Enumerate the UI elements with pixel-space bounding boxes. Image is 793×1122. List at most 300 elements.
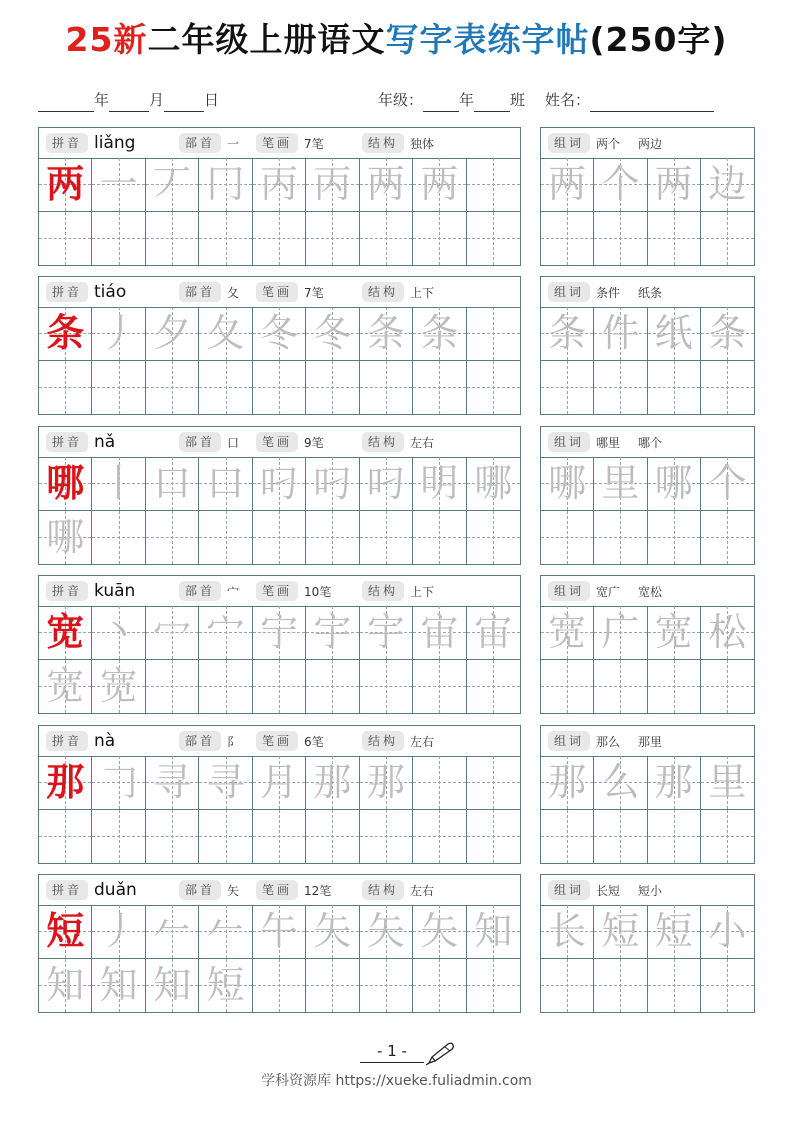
stroke-order-step: 冬	[313, 311, 352, 356]
tian-grid-cell[interactable]	[648, 361, 701, 415]
tian-grid-cell[interactable]	[541, 606, 594, 660]
model-character: 宽	[46, 609, 85, 655]
tian-grid-cell[interactable]	[39, 756, 92, 810]
char-practice-panel	[38, 874, 521, 1013]
stroke-order-step: 宽	[46, 664, 85, 709]
tian-grid-cell[interactable]	[413, 307, 466, 361]
tian-grid-cell[interactable]	[92, 810, 145, 864]
stroke-order-step: 矢	[420, 909, 459, 954]
tian-grid-cell[interactable]	[467, 158, 520, 212]
word-trace-character: 个	[708, 461, 747, 506]
tian-grid-cell[interactable]	[39, 959, 92, 1013]
tian-grid-cell[interactable]	[92, 307, 145, 361]
strokes-value: 7笔	[304, 136, 324, 151]
source-text: 学科资源库 https://xueke.fuliadmin.com	[261, 1073, 532, 1089]
tian-grid-cell[interactable]	[648, 457, 701, 511]
word-trace-character: 两	[548, 162, 587, 207]
structure-value: 独体	[410, 136, 435, 151]
structure-value: 左右	[410, 734, 435, 749]
word-trace-character: 宽	[654, 610, 693, 655]
tian-grid-cell[interactable]	[360, 361, 413, 415]
tian-grid-cell[interactable]	[701, 959, 754, 1013]
tian-grid-cell[interactable]	[199, 756, 252, 810]
stroke-order-step: 宇	[366, 610, 405, 655]
tian-grid-cell[interactable]	[146, 660, 199, 714]
tian-grid-cell[interactable]	[39, 212, 92, 266]
tian-grid-cell[interactable]	[360, 606, 413, 660]
month-blank[interactable]	[109, 93, 149, 112]
word-2: 那里	[638, 734, 663, 749]
tian-grid-cell[interactable]	[253, 660, 306, 714]
pinyin-value: liǎng	[94, 133, 136, 153]
tian-grid-cell[interactable]	[199, 457, 252, 511]
char-practice-panel	[38, 276, 521, 415]
tian-grid-cell[interactable]	[360, 905, 413, 959]
tian-grid-cell[interactable]	[306, 511, 359, 565]
tian-grid-cell[interactable]	[413, 457, 466, 511]
char-practice-panel	[38, 725, 521, 864]
tian-grid-cell[interactable]	[541, 307, 594, 361]
tian-grid-cell[interactable]	[413, 212, 466, 266]
tian-grid-cell[interactable]	[253, 158, 306, 212]
tian-grid-cell[interactable]	[360, 511, 413, 565]
radical-value: 矢	[227, 883, 240, 898]
tian-grid-cell[interactable]	[541, 660, 594, 714]
word-trace-character: 两	[654, 162, 693, 207]
tian-grid-cell[interactable]	[413, 810, 466, 864]
word-writing-grid	[541, 756, 754, 863]
radical-value: 夂	[227, 285, 240, 300]
page-title	[0, 18, 793, 62]
tian-grid-cell[interactable]	[146, 212, 199, 266]
tian-grid-cell[interactable]	[594, 457, 647, 511]
tian-grid-cell[interactable]	[306, 457, 359, 511]
words-tag: 组词	[548, 731, 590, 751]
radical-tag: 部首	[179, 282, 221, 302]
structure-value: 上下	[410, 285, 435, 300]
month-label: 月	[149, 91, 165, 109]
word-trace-character: 那	[654, 760, 693, 805]
tian-grid-cell[interactable]	[39, 361, 92, 415]
tian-grid-cell[interactable]	[594, 660, 647, 714]
tian-grid-cell[interactable]	[306, 756, 359, 810]
writing-grid	[39, 457, 520, 564]
tian-grid-cell[interactable]	[253, 959, 306, 1013]
tian-grid-cell[interactable]	[594, 959, 647, 1013]
char-info-header	[39, 576, 520, 607]
tian-grid-cell[interactable]	[306, 810, 359, 864]
stroke-order-step: 叼	[366, 461, 405, 506]
tian-grid-cell[interactable]	[146, 158, 199, 212]
day-label: 日	[204, 91, 220, 109]
stroke-order-step: 矢	[313, 909, 352, 954]
tian-grid-cell[interactable]	[39, 606, 92, 660]
words-header	[541, 875, 754, 906]
word-practice-panel	[540, 874, 755, 1013]
model-character: 两	[46, 161, 85, 207]
tian-grid-cell[interactable]	[648, 905, 701, 959]
tian-grid-cell[interactable]	[467, 457, 520, 511]
pinyin-tag: 拼音	[46, 581, 88, 601]
word-practice-panel	[540, 276, 755, 415]
tian-grid-cell[interactable]	[199, 511, 252, 565]
tian-grid-cell[interactable]	[39, 511, 92, 565]
strokes-value: 9笔	[304, 435, 324, 450]
tian-grid-cell[interactable]	[199, 361, 252, 415]
tian-grid-cell[interactable]	[648, 307, 701, 361]
writing-grid	[39, 307, 520, 414]
tian-grid-cell[interactable]	[541, 212, 594, 266]
model-character: 短	[46, 908, 85, 954]
char-info-header	[39, 277, 520, 308]
tian-grid-cell[interactable]	[306, 158, 359, 212]
word-writing-grid	[541, 158, 754, 265]
stroke-order-step: 条	[420, 311, 459, 356]
char-info-header	[39, 427, 520, 458]
tian-grid-cell[interactable]	[594, 212, 647, 266]
tian-grid-cell[interactable]	[360, 307, 413, 361]
tian-grid-cell[interactable]	[253, 756, 306, 810]
tian-grid-cell[interactable]	[92, 158, 145, 212]
class-blank[interactable]	[474, 93, 510, 112]
tian-grid-cell[interactable]	[253, 212, 306, 266]
tian-grid-cell[interactable]	[146, 511, 199, 565]
pen-icon	[426, 1042, 456, 1066]
structure-value: 上下	[410, 584, 435, 599]
pinyin-value: nǎ	[94, 432, 116, 452]
stroke-order-step: 口	[153, 461, 192, 506]
tian-grid-cell[interactable]	[413, 606, 466, 660]
tian-grid-cell[interactable]	[648, 810, 701, 864]
tian-grid-cell[interactable]	[701, 756, 754, 810]
tian-grid-cell[interactable]	[594, 307, 647, 361]
tian-grid-cell[interactable]	[467, 905, 520, 959]
writing-grid	[39, 905, 520, 1012]
tian-grid-cell[interactable]	[39, 810, 92, 864]
tian-grid-cell[interactable]	[306, 307, 359, 361]
tian-grid-cell[interactable]	[541, 457, 594, 511]
stroke-order-step: 寻	[206, 760, 245, 805]
tian-grid-cell[interactable]	[92, 212, 145, 266]
title-grade: 二年级上册语文	[147, 20, 386, 59]
tian-grid-cell[interactable]	[594, 905, 647, 959]
tian-grid-cell[interactable]	[306, 959, 359, 1013]
word-1: 宽广	[596, 584, 621, 599]
tian-grid-cell[interactable]	[648, 511, 701, 565]
tian-grid-cell[interactable]	[199, 158, 252, 212]
title-subject: 写字表练字帖	[385, 20, 590, 59]
word-trace-character: 纸	[654, 311, 693, 356]
tian-grid-cell[interactable]	[146, 959, 199, 1013]
model-character: 哪	[46, 460, 85, 506]
pinyin-tag: 拼音	[46, 133, 88, 153]
stroke-order-step: 明	[420, 461, 459, 506]
tian-grid-cell[interactable]	[594, 511, 647, 565]
words-header	[541, 128, 754, 159]
word-2: 宽松	[638, 584, 663, 599]
tian-grid-cell[interactable]	[467, 810, 520, 864]
tian-grid-cell[interactable]	[413, 905, 466, 959]
tian-grid-cell[interactable]	[701, 361, 754, 415]
stroke-order-step: 那	[313, 760, 352, 805]
tian-grid-cell[interactable]	[467, 660, 520, 714]
tian-grid-cell[interactable]	[199, 905, 252, 959]
tian-grid-cell[interactable]	[92, 511, 145, 565]
word-trace-character: 松	[708, 610, 747, 655]
tian-grid-cell[interactable]	[594, 810, 647, 864]
strokes-value: 7笔	[304, 285, 324, 300]
tian-grid-cell[interactable]	[360, 756, 413, 810]
word-trace-character: 短	[654, 909, 693, 954]
tian-grid-cell[interactable]	[253, 606, 306, 660]
stroke-order-step: 𠃌	[99, 760, 138, 805]
stroke-order-step: 宙	[474, 610, 513, 655]
tian-grid-cell[interactable]	[92, 756, 145, 810]
char-info-header	[39, 128, 520, 159]
structure-tag: 结构	[362, 133, 404, 153]
class-label: 班	[510, 91, 526, 109]
stroke-order-step: 哪	[474, 461, 513, 506]
tian-grid-cell[interactable]	[541, 361, 594, 415]
word-practice-panel	[540, 127, 755, 266]
pinyin-tag: 拼音	[46, 282, 88, 302]
tian-grid-cell[interactable]	[467, 307, 520, 361]
tian-grid-cell[interactable]	[253, 361, 306, 415]
tian-grid-cell[interactable]	[594, 361, 647, 415]
tian-grid-cell[interactable]	[701, 307, 754, 361]
tian-grid-cell[interactable]	[92, 606, 145, 660]
tian-grid-cell[interactable]	[413, 756, 466, 810]
stroke-order-step: 知	[99, 963, 138, 1008]
tian-grid-cell[interactable]	[360, 457, 413, 511]
stroke-order-step: 寻	[153, 760, 192, 805]
tian-grid-cell[interactable]	[253, 511, 306, 565]
radical-tag: 部首	[179, 731, 221, 751]
stroke-order-step: 丆	[153, 162, 192, 207]
stroke-order-step: 冖	[153, 610, 192, 655]
strokes-value: 12笔	[304, 883, 332, 898]
writing-grid	[39, 158, 520, 265]
grade-year-blank[interactable]	[423, 93, 459, 112]
char-practice-panel	[38, 575, 521, 714]
stroke-order-step: 𠂉	[153, 909, 192, 954]
strokes-value: 6笔	[304, 734, 324, 749]
structure-tag: 结构	[362, 282, 404, 302]
year-label: 年	[94, 91, 110, 109]
stroke-order-step: 宙	[420, 610, 459, 655]
tian-grid-cell[interactable]	[199, 307, 252, 361]
tian-grid-cell[interactable]	[648, 212, 701, 266]
tian-grid-cell[interactable]	[701, 810, 754, 864]
tian-grid-cell[interactable]	[541, 905, 594, 959]
tian-grid-cell[interactable]	[648, 660, 701, 714]
structure-tag: 结构	[362, 880, 404, 900]
tian-grid-cell[interactable]	[39, 905, 92, 959]
tian-grid-cell[interactable]	[701, 660, 754, 714]
stroke-order-step: 那	[366, 760, 405, 805]
words-header	[541, 277, 754, 308]
stroke-order-step: 丿	[99, 909, 138, 954]
word-1: 条件	[596, 285, 621, 300]
tian-grid-cell[interactable]	[541, 810, 594, 864]
stroke-order-step: 丶	[99, 610, 138, 655]
word-trace-character: 小	[708, 909, 747, 954]
word-practice-panel	[540, 575, 755, 714]
stroke-order-step: 丿	[99, 311, 138, 356]
words-header	[541, 427, 754, 458]
tian-grid-cell[interactable]	[413, 158, 466, 212]
tian-grid-cell[interactable]	[199, 810, 252, 864]
words-header	[541, 726, 754, 757]
tian-grid-cell[interactable]	[701, 606, 754, 660]
tian-grid-cell[interactable]	[146, 361, 199, 415]
tian-grid-cell[interactable]	[306, 606, 359, 660]
tian-grid-cell[interactable]	[39, 457, 92, 511]
char-practice-panel	[38, 426, 521, 565]
tian-grid-cell[interactable]	[701, 212, 754, 266]
tian-grid-cell[interactable]	[39, 660, 92, 714]
tian-grid-cell[interactable]	[306, 212, 359, 266]
stroke-order-step: 叼	[313, 461, 352, 506]
tian-grid-cell[interactable]	[413, 511, 466, 565]
tian-grid-cell[interactable]	[92, 959, 145, 1013]
tian-grid-cell[interactable]	[199, 660, 252, 714]
stroke-order-step: 夂	[206, 311, 245, 356]
word-writing-grid	[541, 606, 754, 713]
stroke-order-step: 夕	[153, 311, 192, 356]
tian-grid-cell[interactable]	[360, 212, 413, 266]
tian-grid-cell[interactable]	[413, 660, 466, 714]
tian-grid-cell[interactable]	[467, 361, 520, 415]
tian-grid-cell[interactable]	[199, 212, 252, 266]
stroke-order-step: 短	[206, 963, 245, 1008]
tian-grid-cell[interactable]	[648, 959, 701, 1013]
tian-grid-cell[interactable]	[701, 905, 754, 959]
radical-value: 宀	[227, 584, 240, 599]
tian-grid-cell[interactable]	[253, 457, 306, 511]
tian-grid-cell[interactable]	[467, 511, 520, 565]
tian-grid-cell[interactable]	[701, 158, 754, 212]
word-trace-character: 短	[601, 909, 640, 954]
radical-tag: 部首	[179, 432, 221, 452]
words-tag: 组词	[548, 880, 590, 900]
tian-grid-cell[interactable]	[648, 606, 701, 660]
strokes-tag: 笔画	[256, 731, 298, 751]
stroke-order-step: 宁	[259, 610, 298, 655]
word-trace-character: 么	[601, 760, 640, 805]
tian-grid-cell[interactable]	[413, 959, 466, 1013]
word-2: 哪个	[638, 435, 663, 450]
tian-grid-cell[interactable]	[360, 959, 413, 1013]
tian-grid-cell[interactable]	[541, 158, 594, 212]
tian-grid-cell[interactable]	[39, 158, 92, 212]
tian-grid-cell[interactable]	[413, 361, 466, 415]
tian-grid-cell[interactable]	[541, 511, 594, 565]
tian-grid-cell[interactable]	[360, 158, 413, 212]
tian-grid-cell[interactable]	[648, 756, 701, 810]
student-info-line	[378, 88, 714, 112]
pinyin-value: kuān	[94, 581, 136, 601]
tian-grid-cell[interactable]	[467, 756, 520, 810]
stroke-order-step: 丨	[99, 461, 138, 506]
pinyin-tag: 拼音	[46, 731, 88, 751]
writing-grid	[39, 756, 520, 863]
tian-grid-cell[interactable]	[701, 457, 754, 511]
pinyin-value: tiáo	[94, 282, 127, 302]
words-tag: 组词	[548, 133, 590, 153]
tian-grid-cell[interactable]	[146, 307, 199, 361]
word-2: 短小	[638, 883, 663, 898]
word-1: 两个	[596, 136, 621, 151]
tian-grid-cell[interactable]	[146, 457, 199, 511]
tian-grid-cell[interactable]	[648, 158, 701, 212]
words-tag: 组词	[548, 432, 590, 452]
pinyin-tag: 拼音	[46, 432, 88, 452]
year-blank[interactable]	[38, 93, 94, 112]
tian-grid-cell[interactable]	[253, 307, 306, 361]
tian-grid-cell[interactable]	[594, 756, 647, 810]
tian-grid-cell[interactable]	[146, 756, 199, 810]
radical-tag: 部首	[179, 581, 221, 601]
tian-grid-cell[interactable]	[92, 660, 145, 714]
tian-grid-cell[interactable]	[306, 660, 359, 714]
tian-grid-cell[interactable]	[146, 606, 199, 660]
tian-grid-cell[interactable]	[92, 905, 145, 959]
name-blank[interactable]	[590, 93, 714, 112]
stroke-order-step: 冬	[259, 311, 298, 356]
tian-grid-cell[interactable]	[253, 905, 306, 959]
tian-grid-cell[interactable]	[360, 810, 413, 864]
tian-grid-cell[interactable]	[306, 361, 359, 415]
day-blank[interactable]	[164, 93, 204, 112]
tian-grid-cell[interactable]	[92, 361, 145, 415]
stroke-order-step: 知	[474, 909, 513, 954]
tian-grid-cell[interactable]	[594, 606, 647, 660]
word-trace-character: 件	[601, 311, 640, 356]
tian-grid-cell[interactable]	[146, 810, 199, 864]
tian-grid-cell[interactable]	[701, 511, 754, 565]
stroke-order-step: 知	[153, 963, 192, 1008]
tian-grid-cell[interactable]	[146, 905, 199, 959]
radical-value: 一	[227, 136, 240, 151]
tian-grid-cell[interactable]	[39, 307, 92, 361]
tian-grid-cell[interactable]	[467, 212, 520, 266]
strokes-tag: 笔画	[256, 282, 298, 302]
tian-grid-cell[interactable]	[92, 457, 145, 511]
tian-grid-cell[interactable]	[306, 905, 359, 959]
tian-grid-cell[interactable]	[360, 660, 413, 714]
structure-value: 左右	[410, 883, 435, 898]
word-writing-grid	[541, 307, 754, 414]
tian-grid-cell[interactable]	[199, 959, 252, 1013]
tian-grid-cell[interactable]	[253, 810, 306, 864]
title-year-new: 25新	[65, 20, 148, 59]
word-2: 两边	[638, 136, 663, 151]
grade-year-label: 年	[459, 91, 475, 109]
tian-grid-cell[interactable]	[467, 959, 520, 1013]
word-trace-character: 条	[708, 311, 747, 356]
char-info-header	[39, 726, 520, 757]
stroke-order-step: 条	[366, 311, 405, 356]
word-2: 纸条	[638, 285, 663, 300]
tian-grid-cell[interactable]	[541, 756, 594, 810]
stroke-order-step: 知	[46, 963, 85, 1008]
name-label: 姓名：	[545, 91, 591, 109]
tian-grid-cell[interactable]	[594, 158, 647, 212]
tian-grid-cell[interactable]	[467, 606, 520, 660]
tian-grid-cell[interactable]	[541, 959, 594, 1013]
tian-grid-cell[interactable]	[199, 606, 252, 660]
